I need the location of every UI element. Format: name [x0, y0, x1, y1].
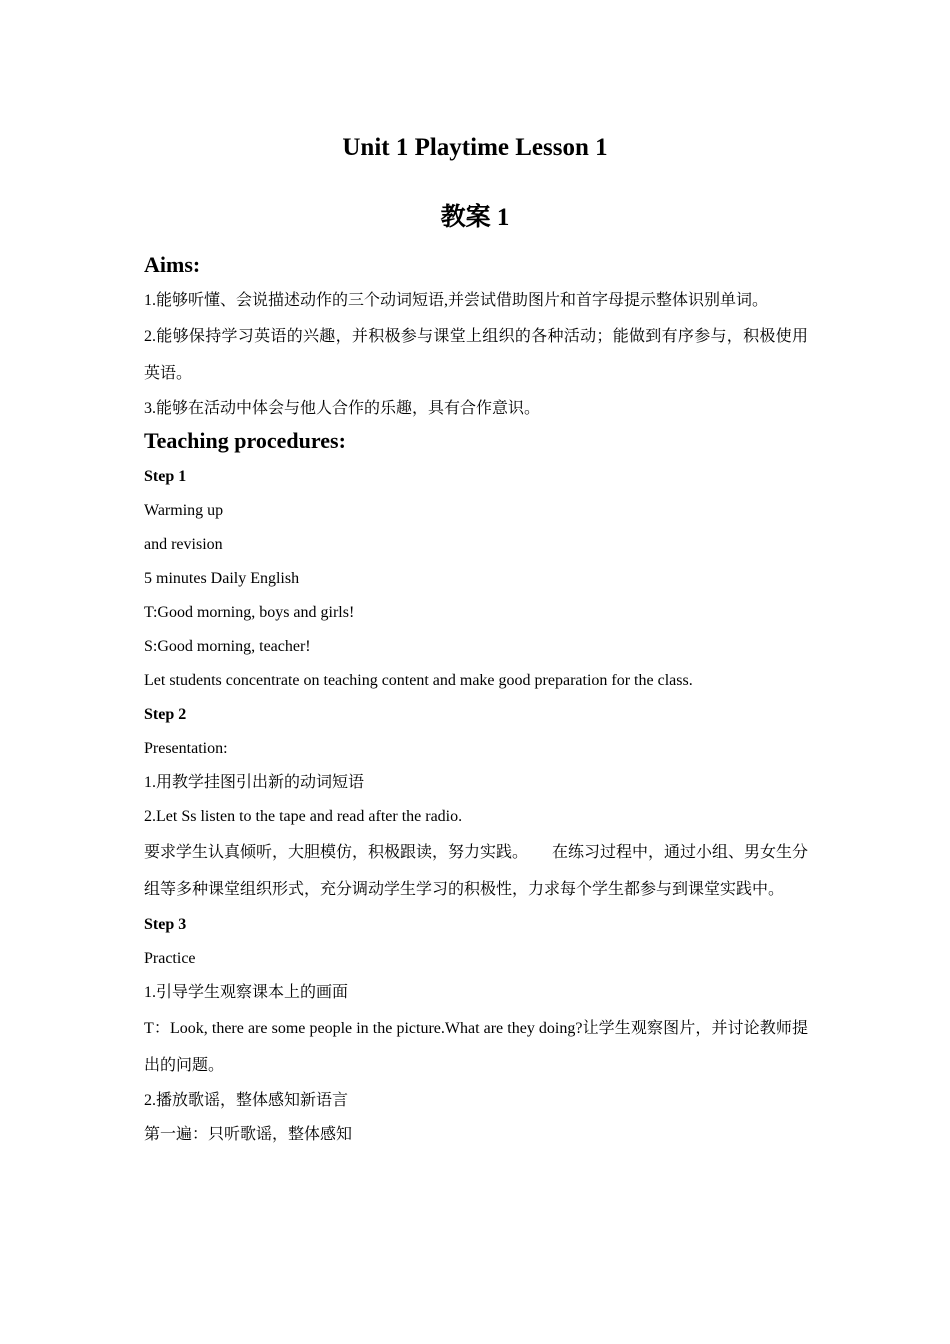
- document-title: Unit 1 Playtime Lesson 1: [342, 134, 608, 161]
- document-body: [144, 250, 808, 1152]
- step-1-line: T:Good morning, boys and girls!: [144, 604, 355, 621]
- step-2-label: Step 2: [144, 706, 187, 723]
- aim-item-2: 2.能够保持学习英语的兴趣，并积极参与课堂上组织的各种活动；能做到有序参与，积极使用英语。: [144, 328, 808, 382]
- procedures-heading: Teaching procedures:: [144, 428, 346, 453]
- step-3-line: Practice: [144, 950, 196, 967]
- step-2-paragraph: 要求学生认真倾听，大胆模仿，积极跟读，努力实践。 在练习过程中，通过小组、男女生分组等多种课堂组织形式，充分调动学生学习的积极性，力求每个学生都参与到课堂实践中。: [144, 844, 809, 898]
- document-subtitle: 教案 1: [440, 204, 510, 231]
- step-3-line: 2.播放歌谣，整体感知新语言: [144, 1092, 349, 1109]
- step-3-line: 第一遍：只听歌谣，整体感知: [144, 1126, 353, 1143]
- step-1-line: and revision: [144, 536, 223, 553]
- step-1-line: Let students concentrate on teaching content and make good preparation for the class.: [144, 672, 693, 689]
- aim-item-3: 3.能够在活动中体会与他人合作的乐趣，具有合作意识。: [144, 400, 541, 417]
- step-1-line: S:Good morning, teacher!: [144, 638, 311, 655]
- aim-item-1: 1.能够听懂、会说描述动作的三个动词短语,并尝试借助图片和首字母提示整体识别单词。: [144, 292, 769, 309]
- step-3-paragraph: T：Look, there are some people in the picture.What are they doing?让学生观察图片，并讨论教师提出的问题。: [144, 1020, 808, 1074]
- step-2-line: Presentation:: [144, 740, 228, 757]
- step-1-label: Step 1: [144, 468, 187, 485]
- aims-heading: Aims:: [144, 252, 201, 277]
- step-3-line: 1.引导学生观察课本上的画面: [144, 984, 349, 1001]
- step-2-line: 2.Let Ss listen to the tape and read after the radio.: [144, 808, 463, 825]
- step-2-line: 1.用教学挂图引出新的动词短语: [144, 774, 365, 791]
- step-1-line: Warming up: [144, 502, 224, 519]
- step-1-line: 5 minutes Daily English: [144, 570, 300, 587]
- step-3-label: Step 3: [144, 916, 187, 933]
